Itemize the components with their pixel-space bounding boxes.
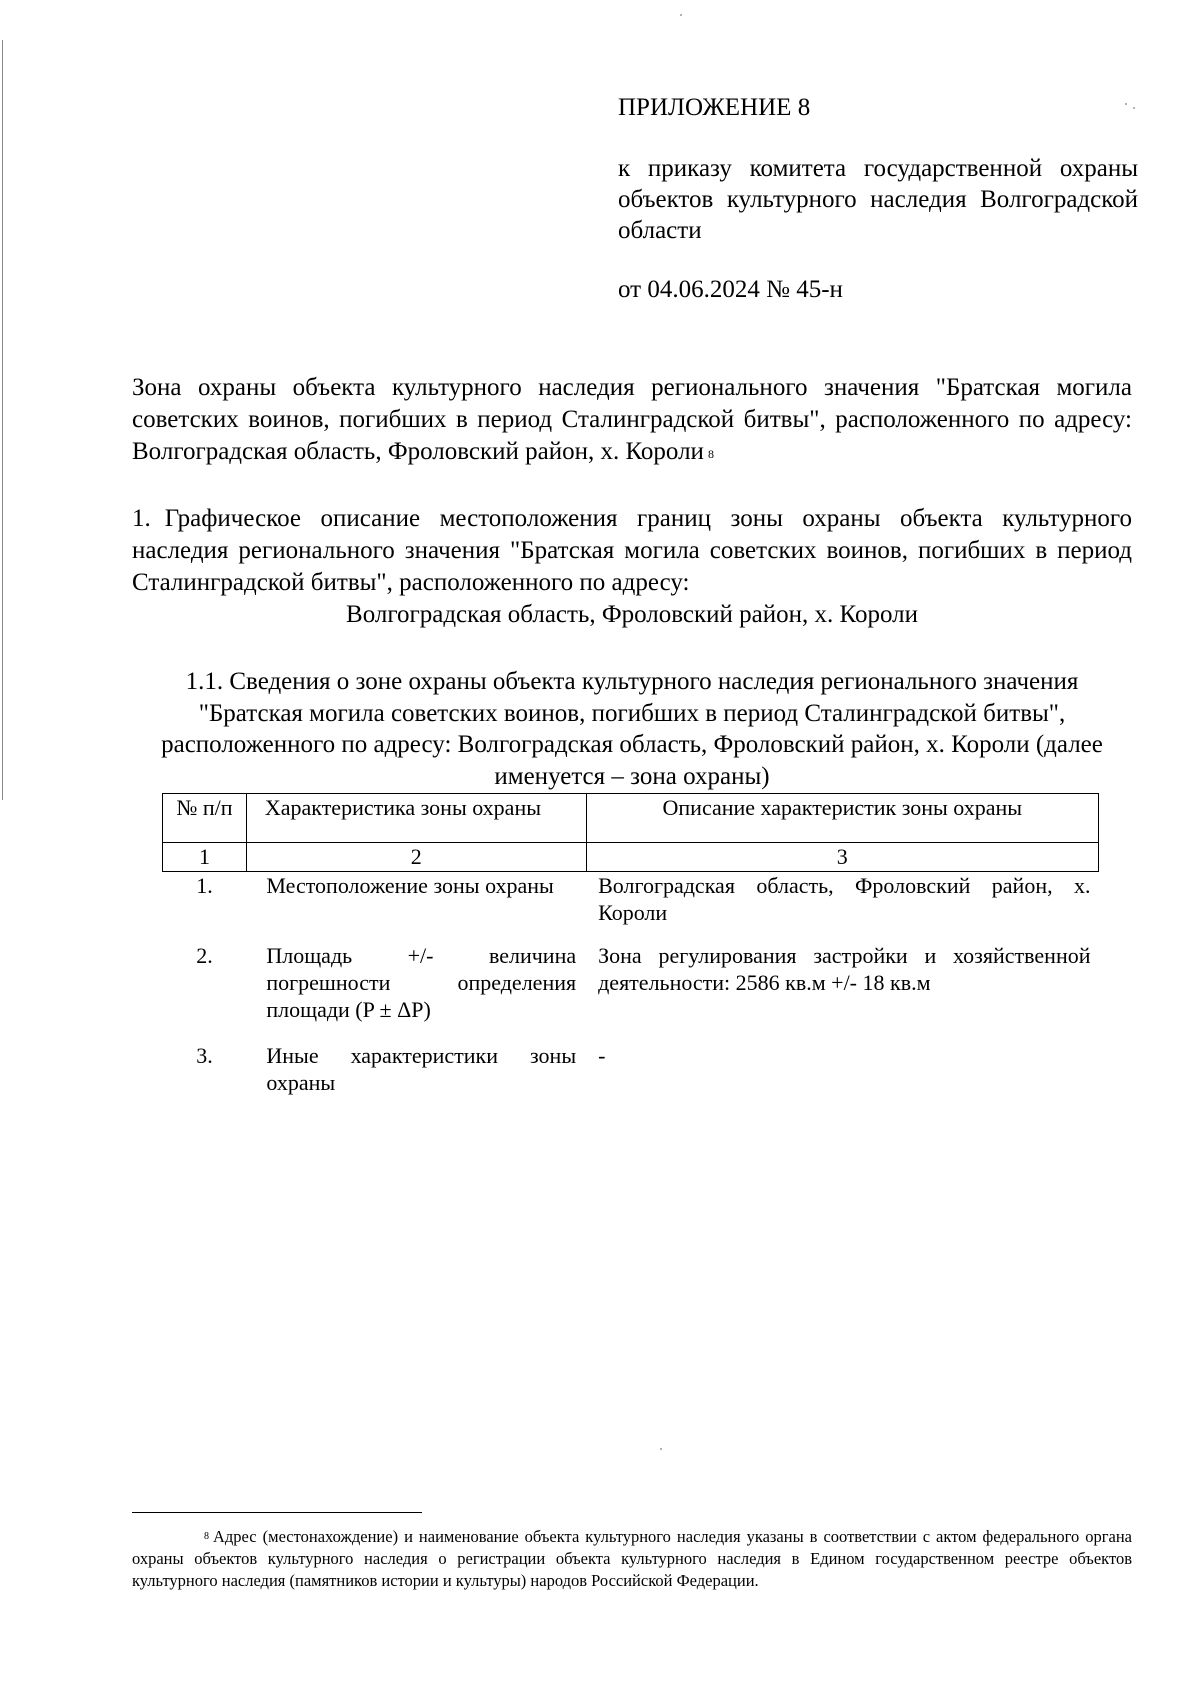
footnote-mark: 8 [204, 1531, 209, 1542]
section-1-text-last-line: Волгоградская область, Фроловский район, х. Короли [346, 601, 918, 628]
annex-order-reference: к приказу комитета государственной охраны объектов культурного наследия Волгоградской области [618, 155, 1138, 244]
zone-heading [132, 372, 1132, 468]
annex-title: ПРИЛОЖЕНИЕ 8 [618, 94, 811, 121]
table-row [163, 942, 1099, 1042]
scan-speck [680, 14, 682, 16]
row-number: 2. [196, 943, 213, 968]
scan-edge-line [2, 40, 3, 800]
footnote-separator [132, 1512, 422, 1513]
row-characteristic: Иные характеристики зоны охраны [266, 1043, 577, 1095]
index-cell: 3 [586, 843, 1098, 872]
row-characteristic: Площадь +/- величина погрешности определения площади (P ± ΔP) [266, 943, 577, 1022]
annex-date-number: от 04.06.2024 № 45-н [618, 276, 843, 303]
table-header-row [163, 794, 1099, 843]
footnote-reference: 8 [707, 447, 714, 461]
index-cell: 1 [163, 843, 247, 872]
section-1-text: Графическое описание местоположения границ зоны охраны объекта культурного наследия регионального значения "Братская могила советских воинов, погибших в период Сталинградской битвы", расположенного по адресу: [132, 505, 1132, 596]
row-number: 1. [196, 873, 213, 898]
header-number: № п/п [163, 794, 247, 843]
footnote-text: Адрес (местонахождение) и наименование объекта культурного наследия указаны в соответствии с актом федерального органа охраны объектов культурного наследия о регистрации объекта культурного наследия в Едином государственном реестре объектов культурного наследия (памятников истории и культуры) народов Российской Федерации. [132, 1527, 1132, 1590]
section-1-number: 1. [132, 505, 151, 532]
subsection-1-1 [132, 666, 1132, 792]
subsection-1-1-text: 1.1. Сведения о зоне охраны объекта культурного наследия регионального значения "Братская могила советских воинов, погибших в период Сталинградской битвы", расположенного по адресу: Волгоградская область, Фроловский район, х. Короли (далее именуется – зона охраны) [161, 668, 1103, 790]
row-description: - [598, 1043, 606, 1068]
row-number: 3. [196, 1043, 213, 1068]
annex-block [618, 92, 1138, 305]
table-row [163, 1042, 1099, 1096]
footnote [132, 1526, 1132, 1592]
header-description: Описание характеристик зоны охраны [586, 794, 1098, 843]
table-row [163, 872, 1099, 943]
zone-heading-text: Зона охраны объекта культурного наследия регионального значения "Братская могила советских воинов, погибших в период Сталинградской битвы", расположенного по адресу: Волгоградская область, Фроловский район, х. Короли [132, 374, 1132, 465]
scan-speck [660, 1448, 662, 1450]
row-description: Зона регулирования застройки и хозяйственной деятельности: 2586 кв.м +/- 18 кв.м [598, 943, 1091, 995]
row-characteristic: Местоположение зоны охраны [266, 873, 554, 898]
section-1 [132, 503, 1132, 631]
header-characteristic: Характеристика зоны охраны [246, 794, 586, 843]
index-cell: 2 [246, 843, 586, 872]
zone-info-table [162, 793, 1099, 1096]
row-description: Волгоградская область, Фроловский район, х. Короли [598, 873, 1091, 925]
table-index-row [163, 843, 1099, 872]
